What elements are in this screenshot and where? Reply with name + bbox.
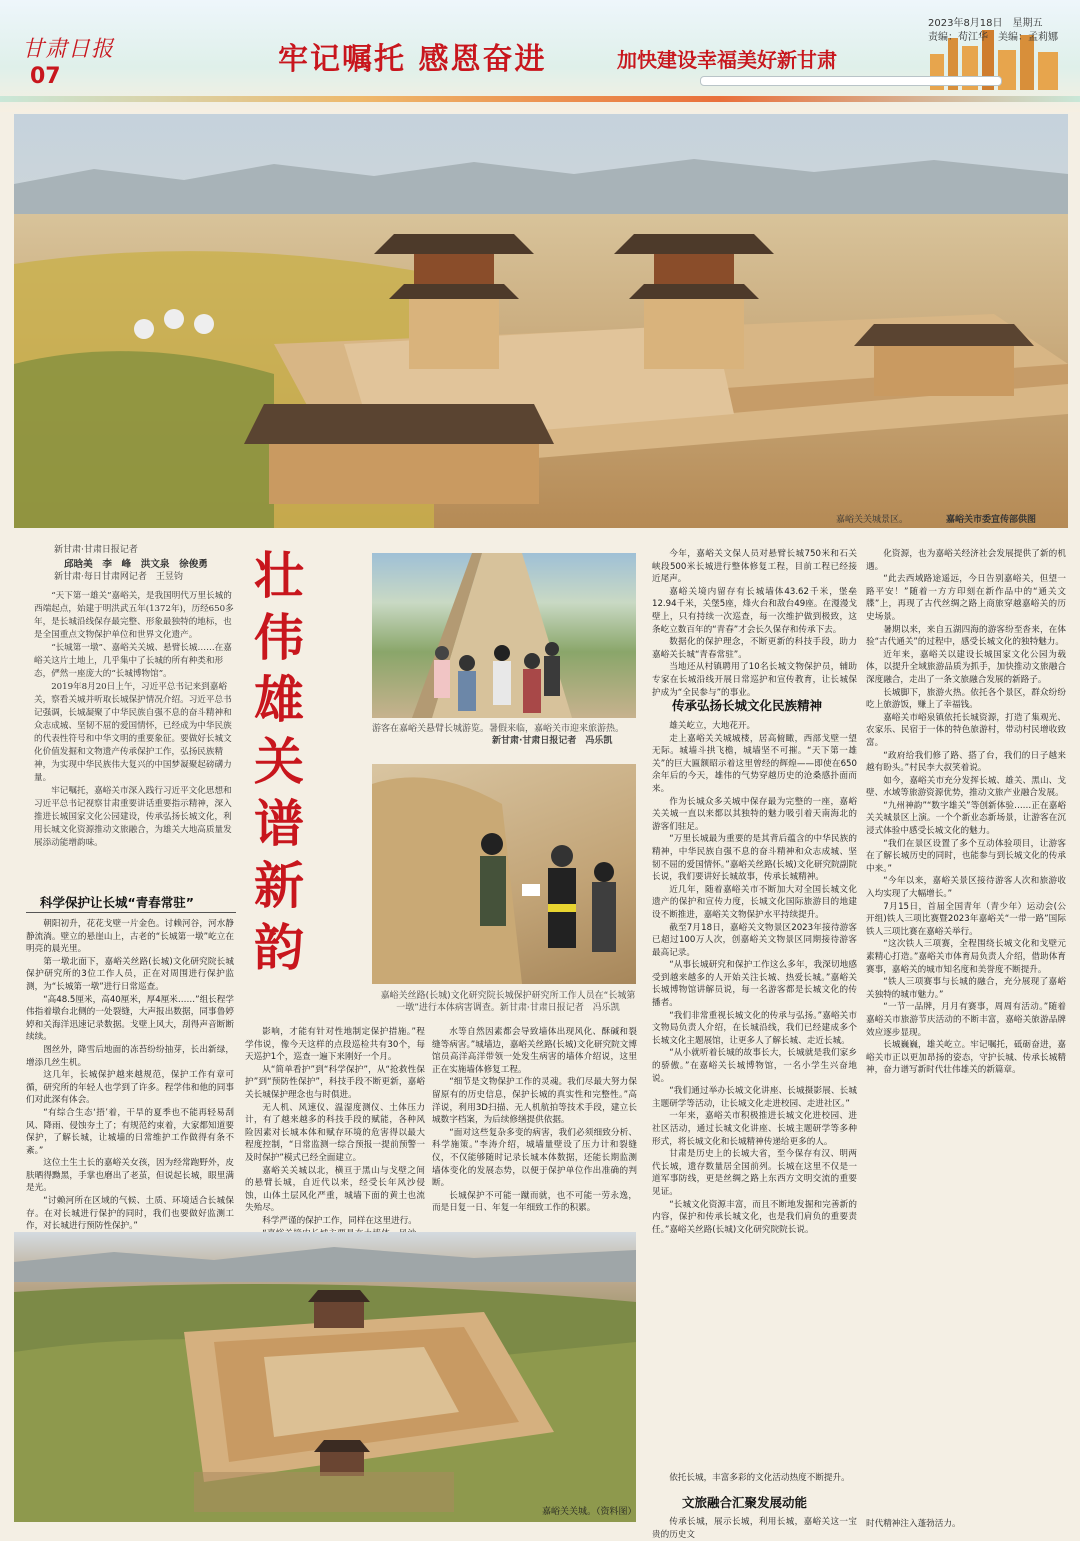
paragraph: 第一墩北面下，嘉峪关丝路(长城)文化研究院长城保护研究所的3位工作人员，正在对周围进行保护监测，为“长城第一墩”进行日常巡查。 bbox=[26, 956, 234, 992]
paragraph: “高48.5厘米，高40厘米，厚4厘米……”组长程学伟指着墩台北侧的一处裂缝，大声报出数据，同事鲁婷婷和关海洋迅速记录数据。戈壁上风大，刮得声音断断续续。 bbox=[26, 994, 234, 1043]
paragraph: 水等自然因素都会导致墙体出现风化、酥碱和裂缝等病害。”城墙边，嘉峪关丝路(长城)文化研究院文博馆员高洋高洋带领一处发生病害的墙体介绍说，这里正在实施墙体修复工程。 bbox=[432, 1027, 637, 1075]
tourists-illustration bbox=[372, 553, 636, 718]
paragraph: 长城脚下，旅游火热。依托各个景区，群众纷纷吃上旅游饭，赚上了幸福钱。 bbox=[866, 687, 1066, 711]
headline-sub: 加快建设幸福美好新甘肃 bbox=[617, 48, 837, 72]
paragraph: 一年来，嘉峪关市积极推进长城文化进校园、进社区活动，通过长城文化讲座、长城主题研学等多种形式，将长城文化和长城精神传递给更多的人。 bbox=[652, 1111, 857, 1147]
photo-3-caption: 嘉峪关丝路(长城)文化研究院长城保护研究所工作人员在“长城第一墩”进行本体病害调查。新甘肃·甘肃日报记者 冯乐凯 bbox=[380, 991, 636, 1013]
paragraph: 化资源，也为嘉峪关经济社会发展提供了新的机遇。 bbox=[866, 549, 1066, 572]
paragraph: 7月15日，首届全国青年（青少年）运动会(公开组)铁人三项比赛暨2023年嘉峪关“一带一路”国际铁人三项比赛在嘉峪关举行。 bbox=[866, 901, 1066, 937]
byline-line-2: 新甘肃·每日甘肃网记者 王昱钧 bbox=[54, 572, 183, 582]
column-f-tail bbox=[866, 1518, 1066, 1531]
paragraph: “从小就听着长城的故事长大，长城就是我们家乡的骄傲。”在嘉峪关长城博物馆，一名小学生兴奋地说。 bbox=[652, 1048, 857, 1084]
masthead-decor-band bbox=[0, 96, 1080, 102]
issue-date: 2023年8月18日 星期五 bbox=[928, 18, 1043, 29]
dateline bbox=[928, 17, 1058, 45]
paragraph: 近几年，随着嘉峪关市不断加大对全国长城文化遗产的保护和宣传力度，长城文化国际旅游目的地建设不断推进，嘉峪关文物保护水平持续提升。 bbox=[652, 884, 857, 920]
column-b bbox=[245, 1026, 425, 1226]
lead-paragraph: 牢记嘱托，嘉峪关市深入践行习近平文化思想和习近平总书记视察甘肃重要讲话重要指示精神，深入推进长城国家文化公园建设，传承弘扬长城文化，利用长城文化资源推动文旅融合，为雄关大地高质量发展添动能增韵味。 bbox=[34, 786, 232, 848]
lead-paragraphs bbox=[34, 590, 240, 850]
paragraph: 走上嘉峪关关城城楼，居高俯瞰，西部戈壁一望无际。城墙斗拱飞檐，城墙坚不可摧。“天下第一雄关”的巨大匾额昭示着这里曾经的辉煌——即使在650余年后的今天，雄伟的气势穿越历史的沧桑感扑面而来。 bbox=[652, 733, 857, 794]
masthead bbox=[0, 0, 1080, 112]
column-c bbox=[432, 1026, 637, 1226]
column-e-ending bbox=[652, 1472, 857, 1485]
paragraph: 雄关屹立，大地花开。 bbox=[669, 721, 756, 731]
paragraph: 甘肃是历史上的长城大省，至今保存有汉、明两代长城，遗存数量居全国前列。长城在这里不仅是一道军事防线，更是丝绸之路上东西方文明交流的重要见证。 bbox=[652, 1149, 857, 1197]
paragraph: “我们非常重视长城文化的传承与弘扬。”嘉峪关市文物局负责人介绍，在长城沿线，我们已经建成多个长城文化主题展馆，让更多人了解长城、走近长城。 bbox=[652, 1010, 857, 1046]
divider bbox=[26, 912, 236, 913]
column-a bbox=[26, 918, 234, 1232]
lead-paragraph: “长城第一墩”、嘉峪关关城、悬臂长城……在嘉峪关这片土地上，几乎集中了长城的所有种类和形态，俨然一座庞大的“长城博物馆”。 bbox=[34, 643, 232, 679]
byline-line-1: 新甘肃·甘肃日报记者 bbox=[54, 545, 138, 555]
aerial-fort-illustration bbox=[14, 1232, 636, 1522]
paragraph: “讨赖河所在区域的气候、土质、环境适合长城保存。在对长城进行保护的同时，我们也要做好监测工作，对长城进行预防性保护。” bbox=[26, 1196, 234, 1232]
paragraph: 近年来，嘉峪关以建设长城国家文化公园为载体，以提升全域旅游品质为抓手，加快推动文旅融合深度融合，走出了一条文旅融合发展的新路子。 bbox=[866, 649, 1066, 685]
paragraph: “有综合生态‘捂’着，干旱的夏季也不能再轻易刮风、降雨、侵蚀夯土了；有规范约束着，大家都知道要保护，了解长城，让城墙的日常维护工作做得有条不紊。” bbox=[26, 1107, 234, 1156]
photo-2-credit: 新甘肃·甘肃日报记者 冯乐凯 bbox=[492, 736, 613, 746]
page-number: 07 bbox=[30, 64, 61, 89]
paragraph: “此去西域路途遥远，今日告别嘉峪关，但望一路平安！”随着一方方印刻在新作品中的“通关文牒”上，再现了古代丝绸之路上商旅穿越嘉峪关的历史场景。 bbox=[866, 574, 1066, 622]
article-title-text: 壮伟雄关谱新韵 bbox=[254, 547, 304, 977]
main-photo-caption: 嘉峪关关城景区。 bbox=[836, 515, 909, 525]
survey-illustration bbox=[372, 764, 636, 984]
paragraph: “面对这些复杂多变的病害，我们必须细致分析、科学施策。”李涛介绍，城墙量壁设了压力计和裂缝仪，不仅能够随时记录长城本体数据，还能长期监测墙体变化的发展态势，以便于保护单位作出准确的判断。 bbox=[432, 1127, 637, 1189]
paragraph: “我们通过举办长城文化讲座、长城摄影展、长城主题研学等活动，让长城文化走进校园、走进社区。” bbox=[652, 1086, 857, 1109]
photo-4-caption: 嘉峪关关城。（资料图） bbox=[542, 1507, 637, 1517]
newspaper-logo: 甘肃日报 bbox=[22, 37, 115, 62]
photo-2-caption-block bbox=[372, 723, 636, 747]
headline-main: 牢记嘱托 感恩奋进 bbox=[278, 42, 547, 77]
column-e bbox=[652, 720, 857, 1468]
section-heading-2: 传承弘扬长城文化民族精神 bbox=[672, 698, 823, 713]
paragraph: 无人机、风速仪、温湿度测仪、土体压力计，有了越来越多的科技手段的赋能，各种风险因素对长城本体和赋存环境的危害得以最大程度控制，“日常监测一综合预报一提前预警一及时保护”模式已经全面建立。 bbox=[245, 1102, 425, 1163]
paragraph: “九州神韵”“数字雄关”等创新体验……正在嘉峪关关城景区上演。一个个新业态新场景，让游客在沉浸式体验中感受长城文化的魅力。 bbox=[866, 800, 1066, 837]
fortress-illustration bbox=[14, 114, 1068, 528]
building-graphic bbox=[1038, 52, 1058, 90]
paragraph: “一节一品牌，月月有赛事，周周有活动。”随着嘉峪关市旅游节庆活动的不断丰富，嘉峪关旅游品牌效应逐步显现。 bbox=[866, 1002, 1066, 1038]
paragraph: “我们在景区设置了多个互动体验项目，让游客在了解长城历史的同时，也能参与到长城文化的传承中来。” bbox=[866, 838, 1066, 874]
lead-paragraph: 2019年8月20日上午，习近平总书记来到嘉峪关，察看关城并听取长城保护情况介绍。习近平总书记强调，长城凝聚了中华民族自强不息的奋斗精神和众志成城、坚韧不屈的爱国情怀，已经成为中华民族的代表性符号和中华文明的重要象征。要做好长城文化价值发掘和文物遗产传承保护工作，弘扬民族精神，为实现中华民族伟大复兴的中国梦凝聚起磅礴力量。 bbox=[34, 682, 232, 783]
paragraph: “长城文化资源丰富，而且不断地发掘和完善新的内容，保护和传承长城文化，也是我们肩负的重要责任。”嘉峪关丝路(长城)文化研究院院长说。 bbox=[652, 1199, 857, 1235]
paragraph: 暑期以来，来自五湖四海的游客纷至沓来，在体验“古代通关”的过程中，感受长城文化的独特魅力。 bbox=[866, 624, 1066, 648]
paragraph: 科学严谨的保护工作，同样在这里进行。 bbox=[262, 1215, 417, 1226]
paragraph: 当地还从村镇聘用了10名长城文物保护员，辅助专家在长城沿线开展日常巡护和宣传教育，让长城保护成为“全民参与”的事业。 bbox=[652, 662, 857, 698]
section-heading-1: 科学保护让长城“青春常驻” bbox=[40, 895, 194, 910]
paragraph: “政府给我们修了路、搭了台，我们的日子越来越有盼头。”村民李大叔笑着说。 bbox=[866, 750, 1066, 774]
paragraph: 今年，嘉峪关文保人员对悬臂长城750米和石关峡段500米长城进行整体修复工程，目前工程已经接近尾声。 bbox=[652, 549, 857, 585]
paragraph: “铁人三项赛事与长城的融合，充分展现了嘉峪关独特的城市魅力。” bbox=[866, 977, 1066, 1000]
paragraph: 朝阳初升，花花戈壁一片金色。讨赖河谷，河水静静流淌。壁立的悬崖山上，古老的“长城第一墩”屹立在明亮的晨光里。 bbox=[26, 919, 234, 955]
paragraph: 如今，嘉峪关市充分发挥长城、雄关、黑山、戈壁、水域等旅游资源优势，推动文旅产业融合发展。 bbox=[866, 775, 1066, 799]
column-f bbox=[866, 548, 1066, 1516]
editor-credits: 责编：荀江华 美编：孟莉娜 bbox=[928, 32, 1058, 43]
paragraph: “细节是文物保护工作的灵魂。我们尽最大努力保留原有的历史信息，保护长城的真实性和完整性。”高洋说，利用3D扫描、无人机航拍等技术手段，建立长城数字档案，为后续修缮提供依据。 bbox=[432, 1077, 637, 1126]
paragraph: 时代精神注入蓬勃活力。 bbox=[866, 1519, 961, 1529]
article-title bbox=[247, 545, 311, 979]
photo-tourists-wall bbox=[372, 553, 636, 718]
train-graphic bbox=[700, 76, 1002, 86]
paragraph: 从“简单看护”到“科学保护”，从“抢救性保护”到“预防性保护”，科技手段不断更新，嘉峪关长城保护理念也与时俱进。 bbox=[245, 1064, 425, 1100]
paragraph: “今年以来，嘉峪关景区接待游客人次和旅游收入均实现了大幅增长。” bbox=[866, 876, 1066, 900]
paragraph: 依托长城，丰富多彩的文化活动热度不断提升。 bbox=[669, 1473, 850, 1483]
paragraph: “万里长城最为重要的是其背后蕴含的中华民族的精神，中华民族自强不息的奋斗精神和众志成城、坚韧不屈的爱国情怀。”嘉峪关丝路(长城)文化研究院副院长说，我们要讲好长城故事，传承长城精神。 bbox=[652, 834, 857, 883]
main-photo-jiayuguan bbox=[14, 114, 1068, 528]
byline bbox=[54, 544, 234, 585]
byline-names: 邱晗美 李 峰 洪文泉 徐俊勇 bbox=[64, 558, 208, 570]
paragraph: 截至7月18日，嘉峪关文物景区2023年接待游客已超过100万人次，创嘉峪关文物景区同期接待游客最高记录。 bbox=[652, 922, 857, 958]
paragraph: 嘉峪关市峪泉镇依托长城资源，打造了集观光、农家乐、民宿于一体的特色旅游村，带动村民增收致富。 bbox=[866, 712, 1066, 748]
paragraph: 图丝外，降雪后地面的冻苔纷纷抽芽，长出新绿，增添几丝生机。 bbox=[26, 1044, 234, 1068]
paragraph: 长城保护不可能一蹴而就，也不可能一劳永逸，而是日复一日、年复一年细致工作的积累。 bbox=[432, 1190, 637, 1214]
paragraph: 嘉峪关关城以北，横亘于黑山与戈壁之间的悬臂长城，自近代以来，经受长年风沙侵蚀，山体土层风化严重，城墙下面的黄土也流失殆尽。 bbox=[245, 1165, 425, 1214]
paragraph: 影响，才能有针对性地制定保护措施。”程学伟说，像今天这样的点段巡检共有30个，每天巡护1个，巡查一遍下来刚好一个月。 bbox=[245, 1027, 425, 1063]
column-e-tail bbox=[652, 1516, 857, 1541]
paragraph: 作为长城众多关城中保存最为完整的一座，嘉峪关关城一直以来都以其独特的魅力吸引着天南海北的游客们驻足。 bbox=[652, 796, 857, 832]
paragraph: “这次铁人三项赛，全程围绕长城文化和戈壁元素精心打造。”嘉峪关市体育局负责人介绍，借助体育赛事，嘉峪关的城市知名度和美誉度不断提升。 bbox=[866, 939, 1066, 975]
column-d bbox=[652, 548, 857, 698]
photo-aerial-fort bbox=[14, 1232, 636, 1522]
photo-2-caption: 游客在嘉峪关悬臂长城游览。暑假来临，嘉峪关市迎来旅游热。 bbox=[372, 724, 625, 734]
paragraph: 长城巍巍，雄关屹立。牢记嘱托，砥砺奋进，嘉峪关市正以更加昂扬的姿态，守护长城、传承长城精神，奋力谱写新时代壮伟雄关的新篇章。 bbox=[866, 1040, 1066, 1076]
main-photo-credit: 嘉峪关市委宣传部供图 bbox=[946, 515, 1037, 525]
paragraph: 这位土生土长的嘉峪关女孩，因为经常跑野外，皮肤晒得黝黑，手掌也磨出了老茧，但说起长城，眼里满是光。 bbox=[26, 1158, 234, 1194]
paragraph: “从事长城研究和保护工作这么多年，我深切地感受到越来越多的人开始关注长城、热爱长城。”嘉峪关长城博物馆讲解员说，每一名游客都是长城文化的传播者。 bbox=[652, 960, 857, 1009]
paragraph: 数据化的保护理念，不断更新的科技手段，助力嘉峪关长城“青春常驻”。 bbox=[652, 637, 857, 660]
paragraph: 这几年，长城保护越来越规范，保护工作有章可循，研究所的年轻人也学到了许多。程学伟和他的同事们对此深有体会。 bbox=[26, 1070, 234, 1106]
section-heading-3: 文旅融合汇聚发展动能 bbox=[682, 1495, 808, 1510]
paragraph: 传承长城，展示长城，利用长城，嘉峪关这一宝贵的历史文 bbox=[652, 1517, 857, 1540]
photo-wall-survey bbox=[372, 764, 636, 984]
lead-paragraph: “天下第一雄关”嘉峪关，是我国明代万里长城的西端起点，始建于明洪武五年(1372年)，历经650多年，是长城沿线保存最完整、形象最独特的地标，也是全国重点文物保护单位和世界文化遗产。 bbox=[34, 591, 234, 640]
paragraph: 嘉峪关境内留存有长城墙体43.62千米，堡垒12.94千米，关堡5座，烽火台和敌台49座。在漫漫戈壁上，只有持续一次巡查，每一次维护做到极致，这条屹立数百年的“青春”才会长久保存和传承下去。 bbox=[652, 586, 857, 635]
